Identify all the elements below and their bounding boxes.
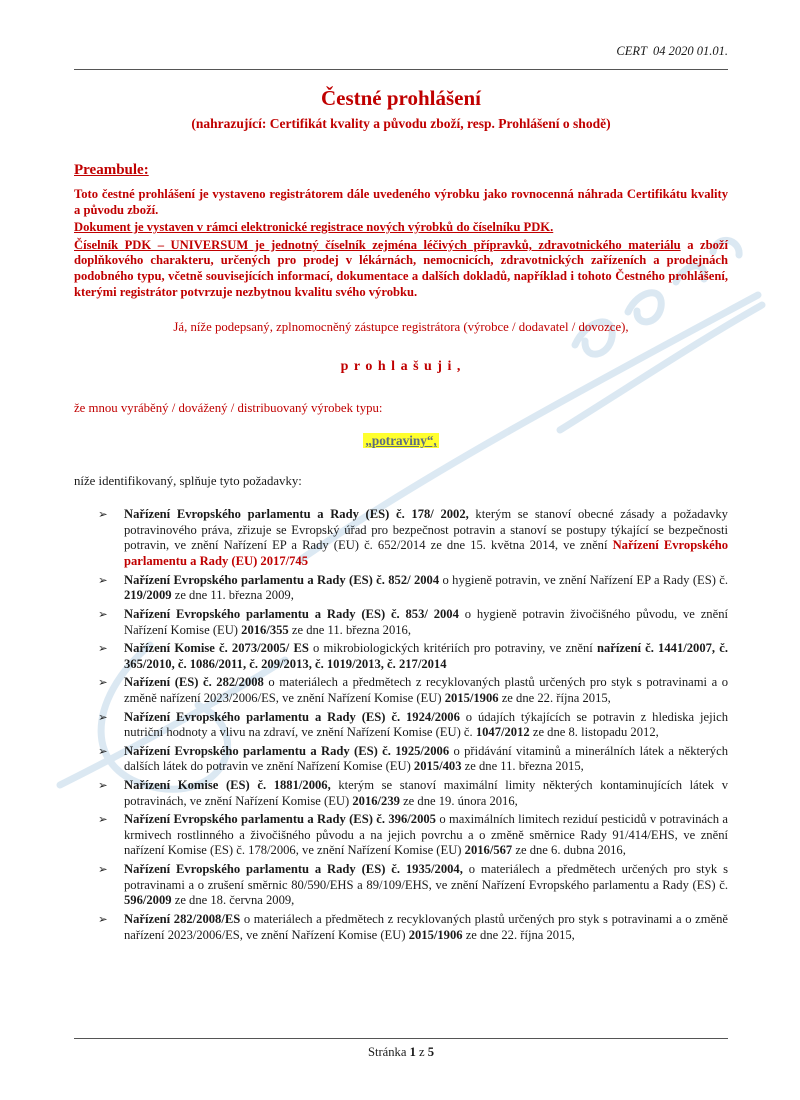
requirement-item <box>98 778 728 809</box>
requirement-segment: Nařízení Evropského parlamentu a Rady (ES) č. 1935/2004, <box>124 862 463 877</box>
requirement-item <box>98 607 728 638</box>
requirement-segment: o mikrobiologických kritériích pro potraviny, ve znění <box>308 641 597 656</box>
page-label-prefix: Stránka <box>367 1045 410 1059</box>
list-arrow-icon: ➢ <box>98 814 108 827</box>
preamble-heading: Preambule: <box>74 162 149 178</box>
requirement-segment: kterým se stanoví obecné zásady a požadavky potravinového práva, zřizuje se Evropský úřad pro bezpečnost potravin a stanoví se postupy týkající se bezpečnosti potravin, ve znění Nařízení EP a Rady (EU) č. 652/2014 ze dne 15. května 2014, ve znění <box>124 507 728 553</box>
preamble-paragraph-1: Toto čestné prohlášení je vystaveno registrátorem dále uvedeného výrobku jako rovnocenná náhrada Certifikátu kvality a původu zboží. <box>74 187 728 217</box>
preamble-paragraph-3-rest: a zboží doplňkového charakteru, určených pro prodej v lékárnách, nemocnicích, zdravotnických zařízeních a prodejnách podobného typu, včetně souvisejících informací, dokumentace a dalších dokladů, například i tohoto Čestného prohlášení, kterými registrátor potvrzuje nezbytnou kvalitu svého výrobku. <box>74 237 729 299</box>
requirement-segment: Nařízení 282/2008/ES <box>124 911 241 926</box>
requirement-segment: Nařízení Evropského parlamentu a Rady (ES) č. 396/2005 <box>124 812 436 827</box>
list-arrow-icon: ➢ <box>98 677 108 690</box>
requirement-item <box>98 641 728 672</box>
requirement-segment: 2016/567 <box>464 843 513 858</box>
requirement-item <box>98 912 728 943</box>
list-arrow-icon: ➢ <box>98 643 108 656</box>
declaration-intro: Já, níže podepsaný, zplnomocněný zástupce registrátora (výrobce / dodavatel / dovozce), <box>173 320 629 335</box>
requirement-segment: Nařízení Komise (ES) č. 1881/2006, <box>124 778 331 793</box>
requirement-segment: nařízení č. 1441/2007, č. 365/2010, č. 1086/2011, č. 209/2013, č. 1019/2013, č. 217/2014 <box>124 641 728 671</box>
requirement-segment: 219/2009 <box>124 588 172 603</box>
requirement-segment: Nařízení Evropského parlamentu a Rady (ES) č. 178/ 2002, <box>124 507 469 522</box>
footer-divider <box>74 1038 728 1039</box>
requirement-segment: o materiálech a předmětech určených pro styk s potravinami a o zrušení směrnic 80/590/EHS a 89/109/EHS, ve znění Nařízení Evropského parlamentu a Rady (ES) č. <box>124 862 728 892</box>
requirement-segment: ze dne 22. října 2015, <box>462 927 575 942</box>
declaration-product-line: že mnou vyráběný / dovážený / distribuovaný výrobek typu: <box>74 401 383 416</box>
requirement-item <box>98 862 728 909</box>
declaration-followup: níže identifikovaný, splňuje tyto požadavky: <box>74 474 302 489</box>
page-label-separator: z <box>415 1045 428 1059</box>
requirement-item <box>98 675 728 706</box>
requirement-segment: 1047/2012 <box>475 725 530 740</box>
requirement-segment: ze dne 22. října 2015, <box>498 690 611 705</box>
requirement-segment: ze dne 6. dubna 2016, <box>512 843 626 858</box>
list-arrow-icon: ➢ <box>98 509 108 522</box>
requirement-segment: o údajích týkajících se potravin z hlediska jejich nutriční hodnoty a vlivu na zdraví, ve znění Nařízení Komise (EU) č. <box>124 709 728 740</box>
requirement-item <box>98 507 728 569</box>
cert-reference: CERT 04 2020 01.01. <box>616 44 728 58</box>
requirements-list <box>74 507 728 943</box>
preamble-paragraph-3 <box>74 238 728 300</box>
list-arrow-icon: ➢ <box>98 745 108 758</box>
page-footer <box>74 1038 728 1060</box>
requirement-segment: 2016/355 <box>241 622 289 637</box>
preamble-paragraph-2: Dokument je vystaven v rámci elektronické registrace nových výrobků do číselníku PDK. <box>74 220 554 235</box>
list-arrow-icon: ➢ <box>98 711 108 724</box>
requirement-item <box>98 744 728 775</box>
declaration-verb: p r o h l a š u j i , <box>340 359 462 375</box>
list-arrow-icon: ➢ <box>98 913 108 926</box>
requirement-segment: ze dne 18. června 2009, <box>171 893 295 908</box>
requirement-segment: Nařízení (ES) č. 282/2008 <box>124 675 264 690</box>
requirement-item <box>98 812 728 859</box>
requirement-segment: o hygieně potravin, ve znění Nařízení EP a Rady (ES) č. <box>439 572 728 587</box>
requirement-segment: o materiálech a předmětech z recyklovaných plastů určených pro styk s potravinami a o změně nařízení 2023/2006/ES, ve znění Nařízení Komise (EU) <box>124 675 728 705</box>
requirement-segment: o materiálech a předmětech z recyklovaných plastů určených pro styk s potravinami a o změně nařízení 2023/2006/ES, ve znění Nařízení Komise (EU) <box>124 911 728 942</box>
requirement-segment: Nařízení Komise č. 2073/2005/ ES <box>124 641 309 656</box>
page-subtitle: (nahrazující: Certifikát kvality a původu zboží, resp. Prohlášení o shodě) <box>191 116 611 131</box>
requirement-segment: Nařízení Evropského parlamentu a Rady (ES) č. 1925/2006 <box>124 743 450 758</box>
requirement-segment: o maximálních limitech reziduí pesticidů v potravinách a krmivech rostlinného a živočišného původu a na jejich povrchu a o změně směrnice Rady 91/414/EHS, ve znění nařízení Komise (ES) č. 178/2006, ve znění Nařízení Komise (EU) <box>124 812 728 858</box>
list-arrow-icon: ➢ <box>98 574 108 587</box>
list-arrow-icon: ➢ <box>98 608 108 621</box>
preamble-paragraph-3-lead: Číselník PDK – UNIVERSUM je jednotný číselník zejména léčivých přípravků, zdravotnického materiálu <box>74 237 681 252</box>
page-number-label <box>74 1045 728 1060</box>
requirement-segment: Nařízení Evropského parlamentu a Rady (ES) č. 1924/2006 <box>124 709 460 724</box>
requirement-segment: o hygieně potravin živočišného původu, ve znění Nařízení Komise (EU) <box>124 606 728 637</box>
requirement-segment: kterým se stanoví maximální limity některých kontaminujících látek v potravinách, ve znění Nařízení Komise (EU) <box>124 778 728 808</box>
product-highlight: „potraviny“, <box>365 433 437 449</box>
total-pages: 5 <box>427 1045 435 1059</box>
requirement-segment: 2016/239 <box>352 793 400 808</box>
list-arrow-icon: ➢ <box>98 864 108 877</box>
requirement-segment: ze dne 19. února 2016, <box>399 793 518 808</box>
requirement-segment: ze dne 11. března 2016, <box>288 622 412 637</box>
requirement-segment: 2015/403 <box>413 759 462 774</box>
requirement-segment: ze dne 8. listopadu 2012, <box>529 725 659 740</box>
list-arrow-icon: ➢ <box>98 780 108 793</box>
requirement-segment: 596/2009 <box>124 893 172 908</box>
requirement-item <box>98 573 728 604</box>
requirement-segment: Nařízení Evropského parlamentu a Rady (EU) 2017/745 <box>124 538 729 569</box>
top-divider <box>74 69 728 70</box>
requirement-segment: 2015/1906 <box>444 690 499 705</box>
requirement-segment: Nařízení Evropského parlamentu a Rady (ES) č. 853/ 2004 <box>124 606 459 621</box>
requirement-segment: Nařízení Evropského parlamentu a Rady (ES) č. 852/ 2004 <box>124 572 440 587</box>
declaration-product <box>74 432 728 450</box>
page-number: 1 <box>409 1045 416 1059</box>
requirement-item <box>98 710 728 741</box>
requirement-segment: o přidávání vitaminů a minerálních látek a některých dalších látek do potravin ve znění Nařízení Komise (EU) <box>124 743 728 774</box>
page-title: Čestné prohlášení <box>320 86 482 110</box>
requirement-segment: 2015/1906 <box>408 927 463 942</box>
requirement-segment: ze dne 11. března 2015, <box>461 759 584 774</box>
requirement-segment: ze dne 11. března 2009, <box>171 588 294 603</box>
